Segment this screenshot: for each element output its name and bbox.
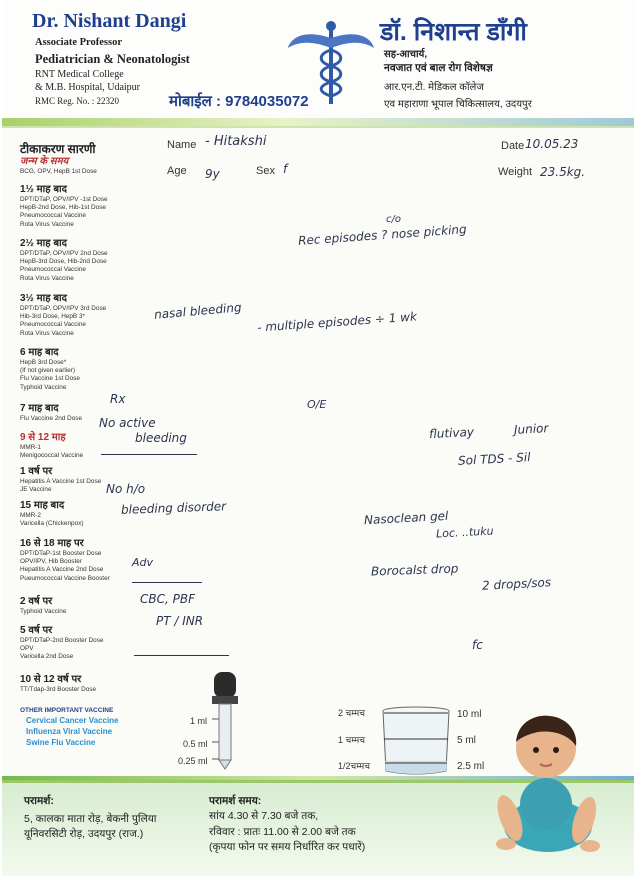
spoon-mark: 1 चम्मच — [338, 735, 366, 745]
vaccine-item: OPV/IPV, Hib Booster — [20, 558, 82, 566]
vaccine-age-heading: 2½ माह बाद — [20, 238, 67, 249]
vaccine-schedule-group — [20, 500, 126, 528]
vaccine-age-heading: 5 वर्ष पर — [20, 625, 53, 636]
symptom-note: nasal bleeding — [153, 300, 243, 322]
vaccine-item: DPT/DTaP-2nd Booster Dose — [20, 637, 104, 644]
advice-label: Adv — [132, 556, 154, 569]
exam-note: No active — [99, 416, 156, 430]
vaccine-item: Pneumococcal Vaccine — [20, 266, 86, 274]
mobile-number: मोबाईल : 9784035072 — [169, 93, 309, 110]
vaccine-age-heading: 2 वर्ष पर — [20, 596, 53, 607]
patient-name-value: - Hitakshi — [205, 134, 267, 149]
other-vaccine-item: Influenza Viral Vaccine — [26, 727, 113, 736]
history-note: No h/o — [106, 482, 146, 496]
note-underline — [134, 655, 229, 656]
vaccine-item: Hepatitis A Vaccine 2nd Dose — [20, 566, 104, 574]
vaccine-item: HepB-3rd Dose, Hib-2nd Dose — [20, 258, 107, 266]
header-band — [2, 118, 634, 126]
date-label: Date — [501, 140, 525, 152]
complaint-note: Rec episodes ? nose picking — [297, 222, 468, 248]
note-underline — [101, 454, 197, 455]
vaccine-schedule-group — [20, 625, 126, 662]
college-line-1: RNT Medical College — [35, 69, 124, 80]
vaccine-item: BCG, OPV, HepB 1st Dose — [20, 168, 97, 175]
history-note: bleeding disorder — [120, 499, 227, 517]
vaccine-item: DPT/DTaP, OPV/IPV -1st Dose — [20, 196, 108, 203]
dropper-icon — [208, 670, 242, 770]
vaccine-item: (If not given earlier) — [20, 367, 76, 375]
vaccine-item: Rota Virus Vaccine — [20, 329, 74, 337]
vaccine-age-heading: 3½ माह बाद — [20, 293, 67, 304]
vaccine-item: HepB-2nd Dose, Hib-1st Dose — [20, 204, 106, 212]
vaccine-age-heading: 1 वर्ष पर — [20, 466, 53, 477]
measuring-cup-icon — [380, 705, 452, 777]
medication-name: Nasoclean gel — [363, 508, 449, 528]
medication-name: Borocalst drop — [370, 561, 459, 579]
weight-value: 23.5kg. — [540, 165, 586, 179]
spoon-mark: 1/2चम्मच — [338, 761, 371, 771]
other-vaccine-item: Cervical Cancer Vaccine — [26, 716, 119, 725]
vaccine-schedule-group — [20, 238, 126, 283]
followup-note: fc — [472, 638, 483, 652]
age-label: Age — [167, 165, 187, 177]
ml-mark: 10 ml — [457, 709, 482, 720]
vaccine-item: Pneumococcal Vaccine — [20, 321, 86, 329]
vaccine-schedule-group — [20, 347, 126, 392]
prescription-sheet — [2, 0, 634, 876]
vaccine-item: MMR-2 — [20, 512, 41, 519]
vaccine-item: Typhoid Vaccine — [20, 383, 67, 391]
rx-mark: Rx — [110, 392, 126, 406]
hindi-hospital: एव महाराणा भूपाल चिकित्सालय, उदयपुर — [384, 99, 532, 110]
exam-marker: O/E — [307, 398, 327, 411]
medication-dose: Sol TDS - Sil — [457, 450, 531, 468]
consultation-time-weekday: सांय 4.30 से 7.30 बजे तक, — [209, 810, 319, 822]
vaccine-schedule-group — [20, 538, 126, 583]
hindi-specialty: नवजात एवं बाल रोग विशेषज्ञ — [384, 62, 493, 74]
vaccine-item: DPT/DTaP-1st Booster Dose — [20, 550, 102, 557]
investigation-note: CBC, PBF — [140, 592, 195, 606]
medication-dose: 2 drops/sos — [481, 575, 552, 593]
vaccine-item: Flu Vaccine 2nd Dose — [20, 415, 83, 422]
letterhead — [2, 0, 634, 128]
vaccine-schedule-group — [20, 184, 126, 229]
vaccine-age-heading: जन्म के समय — [20, 156, 69, 167]
specialty: Pediatrician & Neonatologist — [35, 52, 190, 66]
vaccine-item: Menigococcal Vaccine — [20, 452, 84, 460]
sex-value: f — [283, 162, 288, 176]
medication-name: Junior — [513, 421, 549, 437]
designation: Associate Professor — [35, 37, 122, 48]
vaccine-item: Pueumococcal Vaccine Booster — [20, 574, 110, 582]
clinic-address-line-1: 5, कालका माता रोड़, बेकनी पुलिया — [24, 813, 157, 825]
dropper-mark: 1 ml — [190, 716, 208, 726]
vaccine-item: Flu Vaccine 1st Dose — [20, 375, 80, 383]
medication-name: flutivay — [428, 424, 475, 442]
hindi-designation: सह-आचार्य, — [384, 49, 428, 60]
medication-dose: Loc. ..tuku — [435, 524, 494, 541]
vaccine-item: OPV — [20, 645, 34, 653]
consultation-label: परामर्श: — [24, 795, 54, 807]
spoon-mark: 2 चम्मच — [338, 708, 366, 718]
vaccine-schedule-group — [20, 293, 126, 338]
rmc-registration: RMC Reg. No. : 22320 — [35, 96, 120, 106]
other-vaccines-title: OTHER IMPORTANT VACCINE — [20, 707, 114, 714]
doctor-name-hindi: डॉ. निशान्त डाँगी — [380, 18, 527, 46]
consultation-time-label: परामर्श समय: — [209, 795, 262, 807]
clinic-address-line-2: यूनिवरसिटी रोड़, उदयपुर (राज.) — [24, 828, 144, 840]
exam-note: bleeding — [135, 431, 187, 445]
vaccine-item: Hepatitis A Vaccine 1st Dose — [20, 478, 102, 485]
appointment-note: (कृपया फोन पर समय निर्धारित कर पधारें) — [209, 841, 366, 853]
vaccine-item: HepB 3rd Dose* — [20, 359, 67, 366]
vaccination-schedule-title: टीकाकरण सारणी — [20, 142, 96, 156]
vaccine-item: Rota Virus Vaccine — [20, 274, 74, 282]
consultation-time-sunday: रविवार : प्रातः 11.00 से 2.00 बजे तक — [209, 826, 356, 838]
vaccine-item: Typhoid Vaccine — [20, 608, 67, 615]
symptom-note: - multiple episodes ÷ 1 wk — [256, 309, 418, 335]
vaccine-age-heading: 15 माह बाद — [20, 500, 65, 511]
weight-label: Weight — [498, 166, 533, 178]
ml-mark: 2.5 ml — [457, 761, 485, 772]
vaccine-age-heading: 7 माह बाद — [20, 403, 59, 414]
vaccine-schedule-group — [20, 432, 126, 460]
vaccine-schedule-group — [20, 596, 126, 616]
vaccine-item: Rota Virus Vaccine — [20, 220, 74, 228]
vaccine-age-heading: 9 से 12 माह — [20, 432, 66, 443]
name-label: Name — [167, 139, 197, 151]
sex-label: Sex — [256, 165, 275, 177]
vaccine-schedule-group — [20, 156, 126, 176]
vaccine-item: Pneumococcal Vaccine — [20, 212, 86, 220]
vaccine-age-heading: 10 से 12 वर्ष पर — [20, 674, 82, 685]
hindi-college: आर.एन.टी. मेडिकल कॉलेज — [384, 82, 484, 93]
note-underline — [132, 582, 202, 583]
college-line-2: & M.B. Hospital, Udaipur — [35, 82, 140, 93]
vaccine-item: MMR-1 — [20, 444, 41, 451]
vaccine-age-heading: 6 माह बाद — [20, 347, 59, 358]
baby-illustration — [488, 708, 608, 858]
date-value: 10.05.23 — [525, 137, 579, 151]
age-value: 9y — [205, 167, 220, 181]
vaccine-item: JE Vaccine — [20, 486, 52, 494]
vaccine-item: TT/Tdap-3rd Booster Dose — [20, 686, 97, 693]
dropper-mark: 0.5 ml — [183, 739, 208, 749]
vaccine-age-heading: 1½ माह बाद — [20, 184, 67, 195]
vaccine-item: DPT/DTaP, OPV/IPV 3rd Dose — [20, 305, 107, 312]
vaccine-age-heading: 16 से 18 माह पर — [20, 538, 84, 549]
vaccine-item: Varicella 2nd Dose — [20, 653, 74, 661]
complaint-marker: c/o — [386, 214, 401, 225]
vaccine-item: Varicella (Chickenpox) — [20, 520, 84, 528]
doctor-name-english: Dr. Nishant Dangi — [32, 10, 187, 32]
ml-mark: 5 ml — [457, 735, 476, 746]
other-vaccine-item: Swine Flu Vaccine — [26, 738, 96, 747]
vaccine-item: DPT/DTaP, OPV/IPV 2nd Dose — [20, 250, 108, 257]
vaccine-schedule-group — [20, 674, 126, 694]
vaccine-item: Hib-3rd Dose, HepB 3* — [20, 313, 86, 321]
investigation-note: PT / INR — [156, 614, 204, 628]
dropper-mark: 0.25 ml — [178, 756, 208, 766]
